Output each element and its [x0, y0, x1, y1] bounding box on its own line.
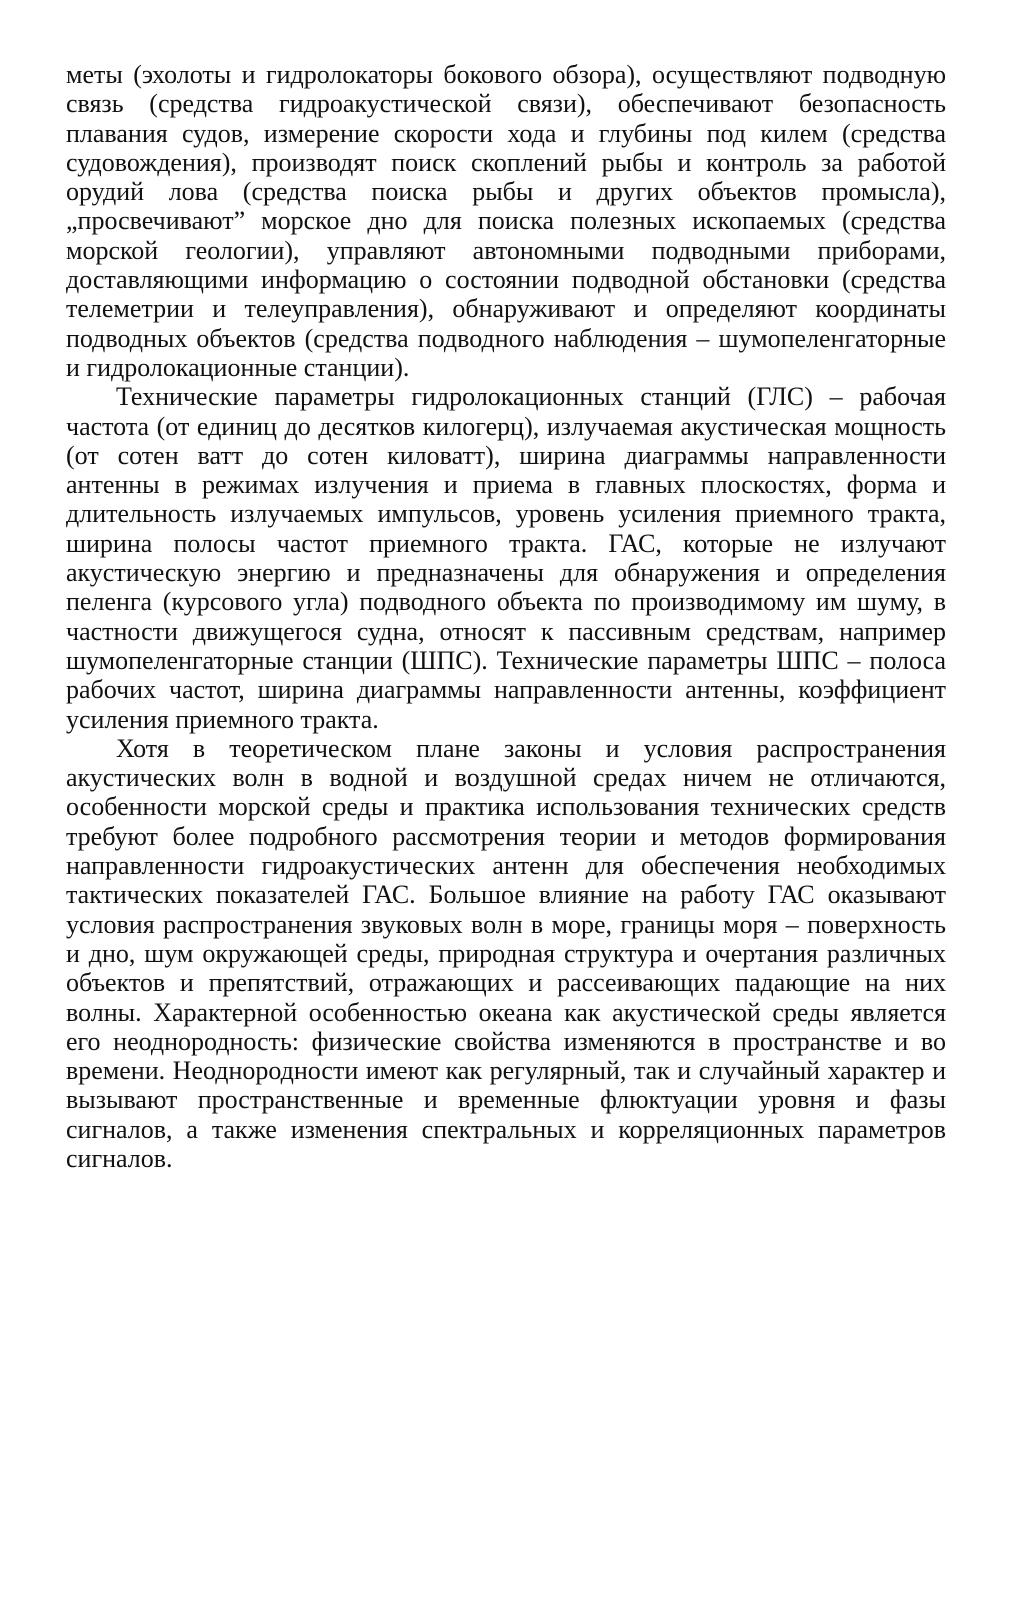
page-text-block — [66, 60, 946, 1173]
paragraph-1: меты (эхолоты и гидролокаторы бокового обзора), осуществляют подводную связь (средства гидроакустической связи), обеспечивают безопасность плавания судов, измерение скорости хода и глубины под килем (средства судовождения), производят поиск скоплений рыбы и контроль за работой орудий лова (средства поиска рыбы и других объектов промысла), „просвечивают” морское дно для поиска полезных ископаемых (средства морской геологии), управляют автономными подводными приборами, доставляющими информацию о состоянии подводной обстановки (средства телеметрии и телеуправления), обнаруживают и определяют координаты подводных объектов (средства подводного наблюдения – шумопеленгаторные и гидролокационные станции). — [66, 60, 946, 382]
paragraph-3: Хотя в теоретическом плане законы и условия распространения акустических волн в водной и воздушной средах ничем не отличаются, особенности морской среды и практика использования технических средств требуют более подробного рассмотрения теории и методов формирования направленности гидроакустических антенн для обеспечения необходимых тактических показателей ГАС. Большое влияние на работу ГАС оказывают условия распространения звуковых волн в море, границы моря – поверхность и дно, шум окружающей среды, природная структура и очертания различных объектов и препятствий, отражающих и рассеивающих падающие на них волны. Характерной особенностью океана как акустической среды является его неоднородность: физические свойства изменяются в пространстве и во времени. Неоднородности имеют как регулярный, так и случайный характер и вызывают пространственные и временные флюктуации уровня и фазы сигналов, а также изменения спектральных и корреляционных параметров сигналов. — [66, 733, 946, 1173]
paragraph-2: Технические параметры гидролокационных станций (ГЛС) – рабочая частота (от единиц до десятков килогерц), излучаемая акустическая мощность (от сотен ватт до сотен киловатт), ширина диаграммы направленности антенны в режимах излучения и приема в главных плоскостях, форма и длительность излучаемых импульсов, уровень усиления приемного тракта, ширина полосы частот приемного тракта. ГАС, которые не излучают акустическую энергию и предназначены для обнаружения и определения пеленга (курсового угла) подводного объекта по производимому им шуму, в частности движущегося судна, относят к пассивным средствам, например шумопеленгаторные станции (ШПС). Технические параметры ШПС – полоса рабочих частот, ширина диаграммы направленности антенны, коэффициент усиления приемного тракта. — [66, 382, 946, 734]
